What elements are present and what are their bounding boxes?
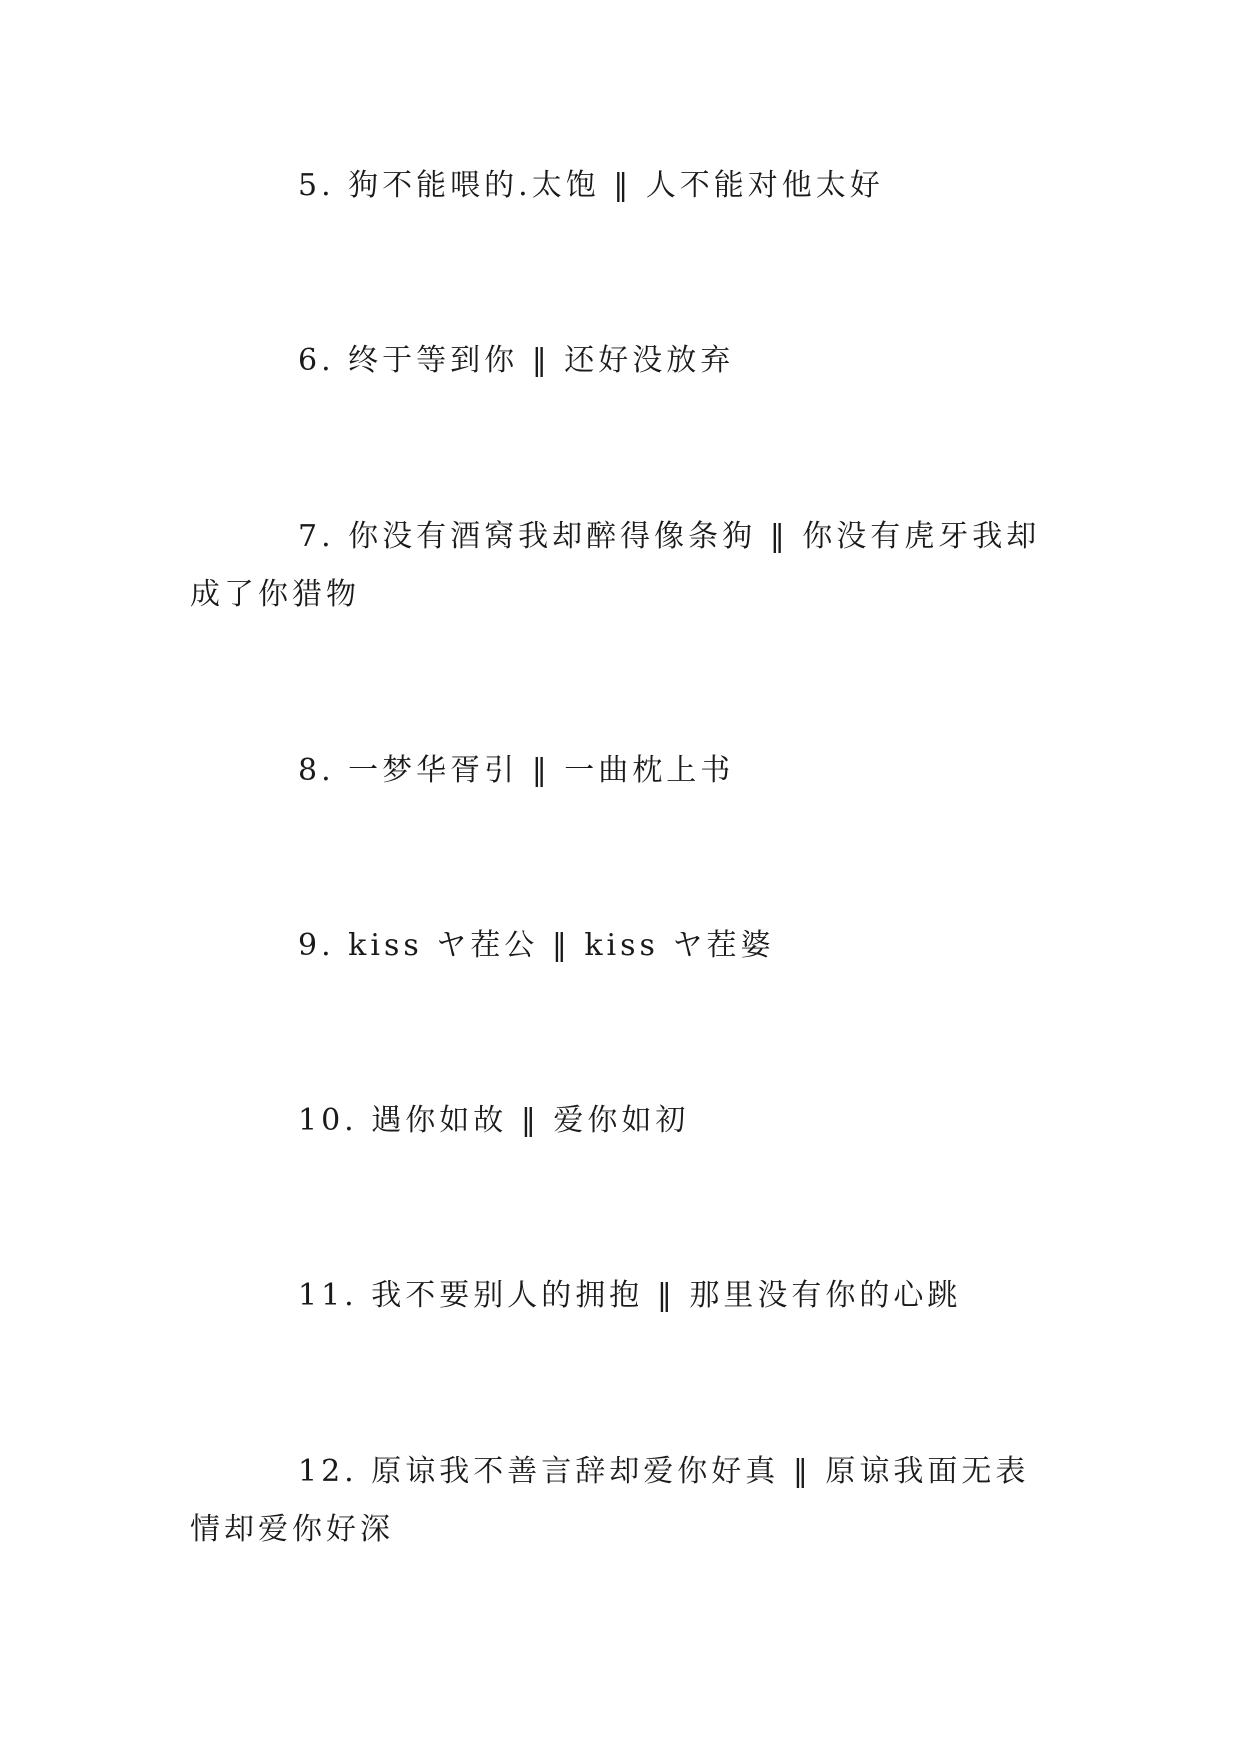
list-item [190, 742, 1060, 800]
item-number: 8. [298, 753, 335, 788]
phrase-second: 爱你如初 [553, 1103, 690, 1138]
phrase-second: 你没有虎牙我却成了你猎物 [190, 519, 1041, 612]
phrase-first: 你没有酒窝我却醉得像条狗 [348, 519, 757, 554]
phrase-first: 狗不能喂的.太饱 [348, 168, 600, 203]
separator: ‖ [531, 343, 551, 378]
separator: ‖ [531, 753, 551, 788]
item-number: 11. [298, 1278, 358, 1313]
item-number: 10. [298, 1103, 358, 1138]
phrase-first: 遇你如故 [371, 1103, 508, 1138]
list-item [190, 1092, 1060, 1150]
separator: ‖ [769, 519, 789, 554]
phrase-second: 原谅我面无表情却爱你好深 [190, 1454, 1030, 1547]
item-number: 7. [298, 519, 335, 554]
phrase-first: 原谅我不善言辞却爱你好真 [371, 1454, 780, 1489]
phrase-second: 一曲枕上书 [564, 753, 735, 788]
phrase-second: 还好没放弃 [564, 343, 735, 378]
separator: ‖ [792, 1454, 812, 1489]
item-number: 5. [298, 168, 335, 203]
separator: ‖ [520, 1103, 540, 1138]
item-number: 12. [298, 1454, 358, 1489]
phrase-second: 那里没有你的心跳 [689, 1278, 962, 1313]
item-number: 6. [298, 343, 335, 378]
phrase-first: 终于等到你 [348, 343, 519, 378]
phrase-second: 人不能对他太好 [645, 168, 884, 203]
separator: ‖ [551, 928, 571, 963]
phrase-second: kiss ヤ茬婆 [584, 928, 775, 963]
list-item [190, 1267, 1060, 1325]
phrase-first: 一梦华胥引 [348, 753, 519, 788]
list-item [190, 157, 1060, 215]
list-item [190, 917, 1060, 975]
list-item [190, 508, 1060, 624]
list-item [190, 332, 1060, 390]
phrase-first: 我不要别人的拥抱 [371, 1278, 644, 1313]
separator: ‖ [613, 168, 633, 203]
separator: ‖ [656, 1278, 676, 1313]
phrase-first: kiss ヤ茬公 [348, 928, 539, 963]
list-item [190, 1443, 1060, 1559]
item-number: 9. [298, 928, 335, 963]
